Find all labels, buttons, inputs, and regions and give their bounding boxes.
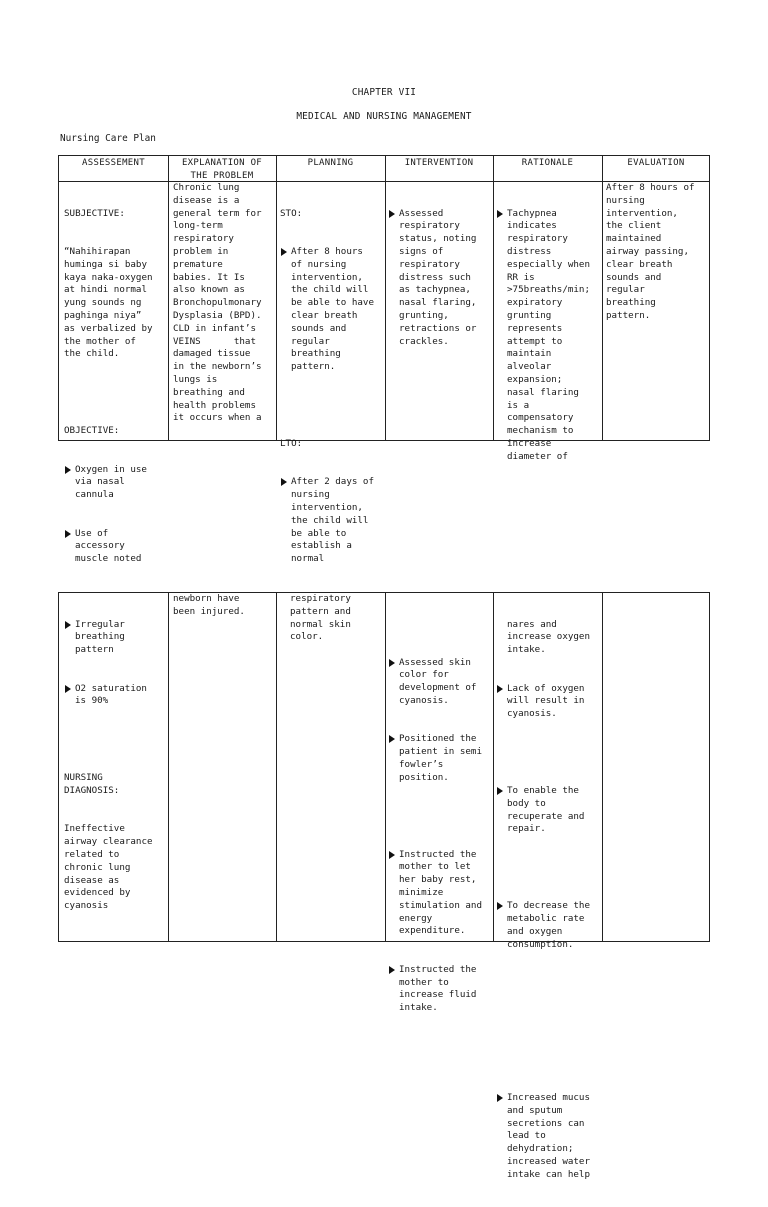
column-divider xyxy=(602,593,603,941)
subjective-text: “Nahihirapan huminga si baby kaya naka-oxygen at hindi normal yung sounds ng paghinga niya” as verbalized by the mother of the child. xyxy=(64,245,153,360)
planning-cell: respiratory pattern and normal skin color. xyxy=(290,593,351,643)
document-subtitle: Nursing Care Plan xyxy=(60,133,156,144)
rationale-cell xyxy=(493,182,602,489)
header-assessment: ASSESSEMENT xyxy=(82,158,145,168)
intervention-cell xyxy=(385,631,493,1041)
chapter-title: CHAPTER VII xyxy=(351,87,417,98)
header-explanation: EXPLANATION OF THE PROBLEM xyxy=(181,158,263,181)
column-divider xyxy=(276,593,277,941)
rationale-cell xyxy=(493,593,602,1207)
rationale-item: To decrease the metabolic rate and oxygen consumption. xyxy=(496,900,599,951)
section-title: MEDICAL AND NURSING MANAGEMENT xyxy=(296,111,472,122)
assessment-cell xyxy=(61,593,169,939)
rationale-item: Lack of oxygen will result in cyanosis. xyxy=(496,683,599,721)
header-planning: PLANNING xyxy=(307,158,354,168)
lto-label: LTO: xyxy=(280,437,303,449)
nursing-diagnosis-text: Ineffective airway clearance related to chronic lung disease as evidenced by cyanosis xyxy=(64,823,153,912)
planning-cell xyxy=(277,182,385,592)
intervention-item: Assessed skin color for development of cyanosis. xyxy=(388,657,490,708)
assessment-cell xyxy=(61,182,169,592)
subjective-label: SUBJECTIVE: xyxy=(64,207,125,219)
care-plan-table-page-1 xyxy=(58,155,710,565)
objective-item: Use of accessory muscle noted xyxy=(64,528,166,566)
rationale-item: To enable the body to recuperate and repair. xyxy=(496,785,599,836)
rationale-item: Tachypnea indicates respiratory distress especially when RR is >75breaths/min; expiratory grunting represents attempt to maintain alveolar expansion; nasal flaring is a compensatory mechanism to increase diameter of xyxy=(496,208,599,464)
header-intervention: INTERVENTION xyxy=(404,158,474,168)
explanation-cell: Chronic lung disease is a general term for long-term respiratory problem in premature babies. It Is also known as Bronchopulmonary Dysplasia (BPD). CLD in infant’s VEINS that damaged tissue in the newborn’s lungs is breathing and health problems it occurs when a xyxy=(173,182,262,424)
sto-label: STO: xyxy=(280,207,303,219)
objective-item: Oxygen in use via nasal cannula xyxy=(64,464,166,502)
intervention-item: Instructed the mother to increase fluid intake. xyxy=(388,964,490,1015)
nursing-diagnosis-label: NURSING DIAGNOSIS: xyxy=(64,772,120,796)
assessment-item: O2 saturation is 90% xyxy=(64,683,166,709)
lto-goal: After 2 days of nursing intervention, the child will be able to establish a normal xyxy=(280,476,382,566)
sto-goal: After 8 hours of nursing intervention, the child will be able to have clear breath sounds and regular breathing pattern. xyxy=(280,246,382,374)
evaluation-cell: After 8 hours of nursing intervention, the client maintained airway passing, clear breath sounds and regular breathing pattern. xyxy=(606,182,695,321)
intervention-item: Instructed the mother to let her baby rest, minimize stimulation and energy expenditure. xyxy=(388,849,490,939)
header-evaluation: EVALUATION xyxy=(627,158,685,168)
intervention-item: Positioned the patient in semi fowler’s position. xyxy=(388,733,490,784)
rationale-item: Increased mucus and sputum secretions can lead to dehydration; increased water intake can help xyxy=(496,1092,599,1182)
explanation-cell: newborn have been injured. xyxy=(173,593,245,617)
header-rationale: RATIONALE xyxy=(521,158,574,168)
objective-label: OBJECTIVE: xyxy=(64,425,120,437)
intervention-cell xyxy=(385,182,493,374)
assessment-item: Irregular breathing pattern xyxy=(64,619,166,657)
intervention-item: Assessed respiratory status, noting signs of respiratory distress such as tachypnea, nasal flaring, grunting, retractions or crackles. xyxy=(388,208,490,349)
care-plan-table-page-2 xyxy=(58,592,710,1180)
rationale-continued: nares and increase oxygen intake. xyxy=(507,618,590,656)
